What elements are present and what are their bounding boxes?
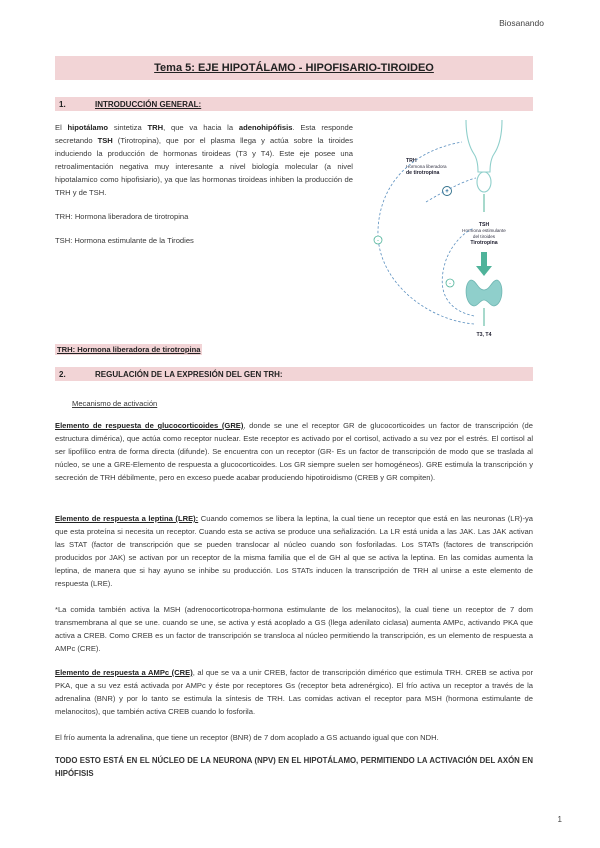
section-1-header bbox=[55, 97, 533, 111]
minus-sign-2: - bbox=[449, 281, 451, 287]
diagram-trh-desc1: Hormona liberadora bbox=[406, 164, 447, 169]
section-2-number: 2. bbox=[59, 369, 66, 379]
lre-paragraph: Elemento de respuesta a leptina (LRE): Cuando comemos se libera la leptina, la cual tiene un receptor que está en las neuronas (LR)-ya que esta proteína si necesita un receptor. Cuando esta se activa se produce una señalización. La LR está unida a las JAK. Las JAK activan las STAT (factor de transcripción que se pueden translocar al núcleo cuando son fosforiladas. Los STATs (factores de transcripción producidos por JAK) se activan por un receptor de la misma familia que el de GH al que se activa la leptina. En las comidas aumenta la leptina, de manera que si hay ayuno se inhibe su producción. Los STATs inducen la transcripción de TRH al unirse a este elemento de respuesta (LRE). bbox=[55, 514, 534, 588]
diagram-trh-desc2: de tirotropina bbox=[406, 170, 440, 176]
trh-subtitle: TRH: Hormona liberadora de tirotropina bbox=[57, 345, 201, 354]
cold-paragraph: El frío aumenta la adrenalina, que tiene un receptor (BNR) de 7 dom acoplado a GS actuando igual que con NDH. bbox=[55, 733, 439, 742]
brand-label: Biosanando bbox=[499, 18, 544, 28]
page-title: Tema 5: EJE HIPOTÁLAMO - HIPOFISARIO-TIROIDEO bbox=[154, 62, 434, 74]
hypothalamus-outline bbox=[466, 120, 502, 172]
arrow-shaft bbox=[481, 252, 487, 266]
minus-sign-1: - bbox=[377, 238, 379, 244]
section-2-header bbox=[55, 367, 533, 381]
diagram-tsh-label: TSH bbox=[478, 222, 490, 228]
arrow-head bbox=[476, 266, 492, 276]
pituitary-gland bbox=[477, 172, 491, 192]
hpt-axis-diagram bbox=[366, 120, 544, 346]
msh-paragraph: *La comida también activa la MSH (adrenocorticotropa-hormona estimulante de los melanocitos), la cual tiene un receptor de 7 dom transmembrana al que se une. cuando se une, se activa y está acoplado a GS (llega adenilato ciclasa) aumenta AMPc, activando PKA que activa a CREB. Como CREB es un factor de transcripción se transloca al núcleo permitiendo la transcripción, es un elemento de respuesta a AMPc (CRE). bbox=[55, 605, 533, 653]
diagram-t3t4-label: T3, T4 bbox=[476, 332, 492, 338]
page-number: 1 bbox=[557, 815, 562, 824]
plus-sign-1: + bbox=[445, 189, 449, 196]
mechanism-heading: Mecanismo de activación bbox=[72, 399, 158, 408]
diagram-svg bbox=[366, 120, 544, 346]
trh-definition: TRH: Hormona liberadora de tirotropina bbox=[55, 212, 189, 221]
diagram-tsh-desc3: Tirotropina bbox=[470, 240, 498, 246]
section-1-title: INTRODUCCIÓN GENERAL: bbox=[95, 99, 202, 109]
thyroid-gland bbox=[466, 280, 502, 306]
section-1-number: 1. bbox=[59, 99, 66, 109]
diagram-tsh-desc2: del tiroides bbox=[472, 234, 496, 239]
tsh-definition: TSH: Hormona estimulante de la Tirodies bbox=[55, 236, 194, 245]
section-2-title: REGULACIÓN DE LA EXPRESIÓN DEL GEN TRH: bbox=[95, 369, 283, 379]
gre-paragraph: Elemento de respuesta de glucocorticoides (GRE), donde se une el receptor GR de glucocorticoides un factor de transcripción (de estructura dimérica), que actúa como receptor nuclear. Este receptor es activado por el cortisol, activado a su vez por el estrés. El cortisol al ser lipofílico entra de forma directa (difunde). Se encuentra con un receptor (GR- Es un factor de transcripción de modo que se traslada al núcleo, se une a GRE-Elemento de respuesta a glucocorticoides. Los GR siempre suelen ser homogéneos). GRE estimula la transcripción y secreción de TRH débilmente, pero en exceso puede acabar produciendo hipotiroidismo (CREB y GR compiten). bbox=[55, 421, 533, 482]
diagram-tsh-desc1: Hormona estimulante bbox=[462, 228, 506, 233]
diagram-trh-label: TRH bbox=[406, 158, 417, 164]
cre-paragraph: Elemento de respuesta a AMPc (CRE), al que se va a unir CREB, factor de transcripción dimérico que estimula TRH. CREB se activa por PKA, que a su vez está activada por AMPc y éste por receptores Gs (receptor beta adrenérgico). El frío activa un receptor a través de la adrenalina (BNR) y por lo tanto se estimula la síntesis de TRH. Las comidas activan el receptor para MSH (hormona estimulante de melanocitos), que también activa CREB cuando lo fosforila. bbox=[55, 668, 533, 716]
page-title-box bbox=[55, 56, 533, 80]
closing-statement: TODO ESTO ESTÁ EN EL NÚCLEO DE LA NEURONA (NPV) EN EL HIPOTÁLAMO, PERMITIENDO LA ACTIVACIÓN DEL AXÓN EN HIPÓFISIS bbox=[55, 756, 533, 778]
intro-paragraph: El hipotálamo sintetiza TRH, que va hacia la adenohipófisis. Esta responde secretando TSH (Tirotropina), que por el plasma llega y actúa sobre la tiroides induciendo la producción de hormonas tiroideas (T3 y T4). Este eje posee una retroalimentación negativa muy interesante a nivel biología molecular (a nivel hipotalamico como hipofisiario), ya que las hormonas tiroideas inhiben la producción de TRH y de TSH. bbox=[55, 123, 353, 197]
